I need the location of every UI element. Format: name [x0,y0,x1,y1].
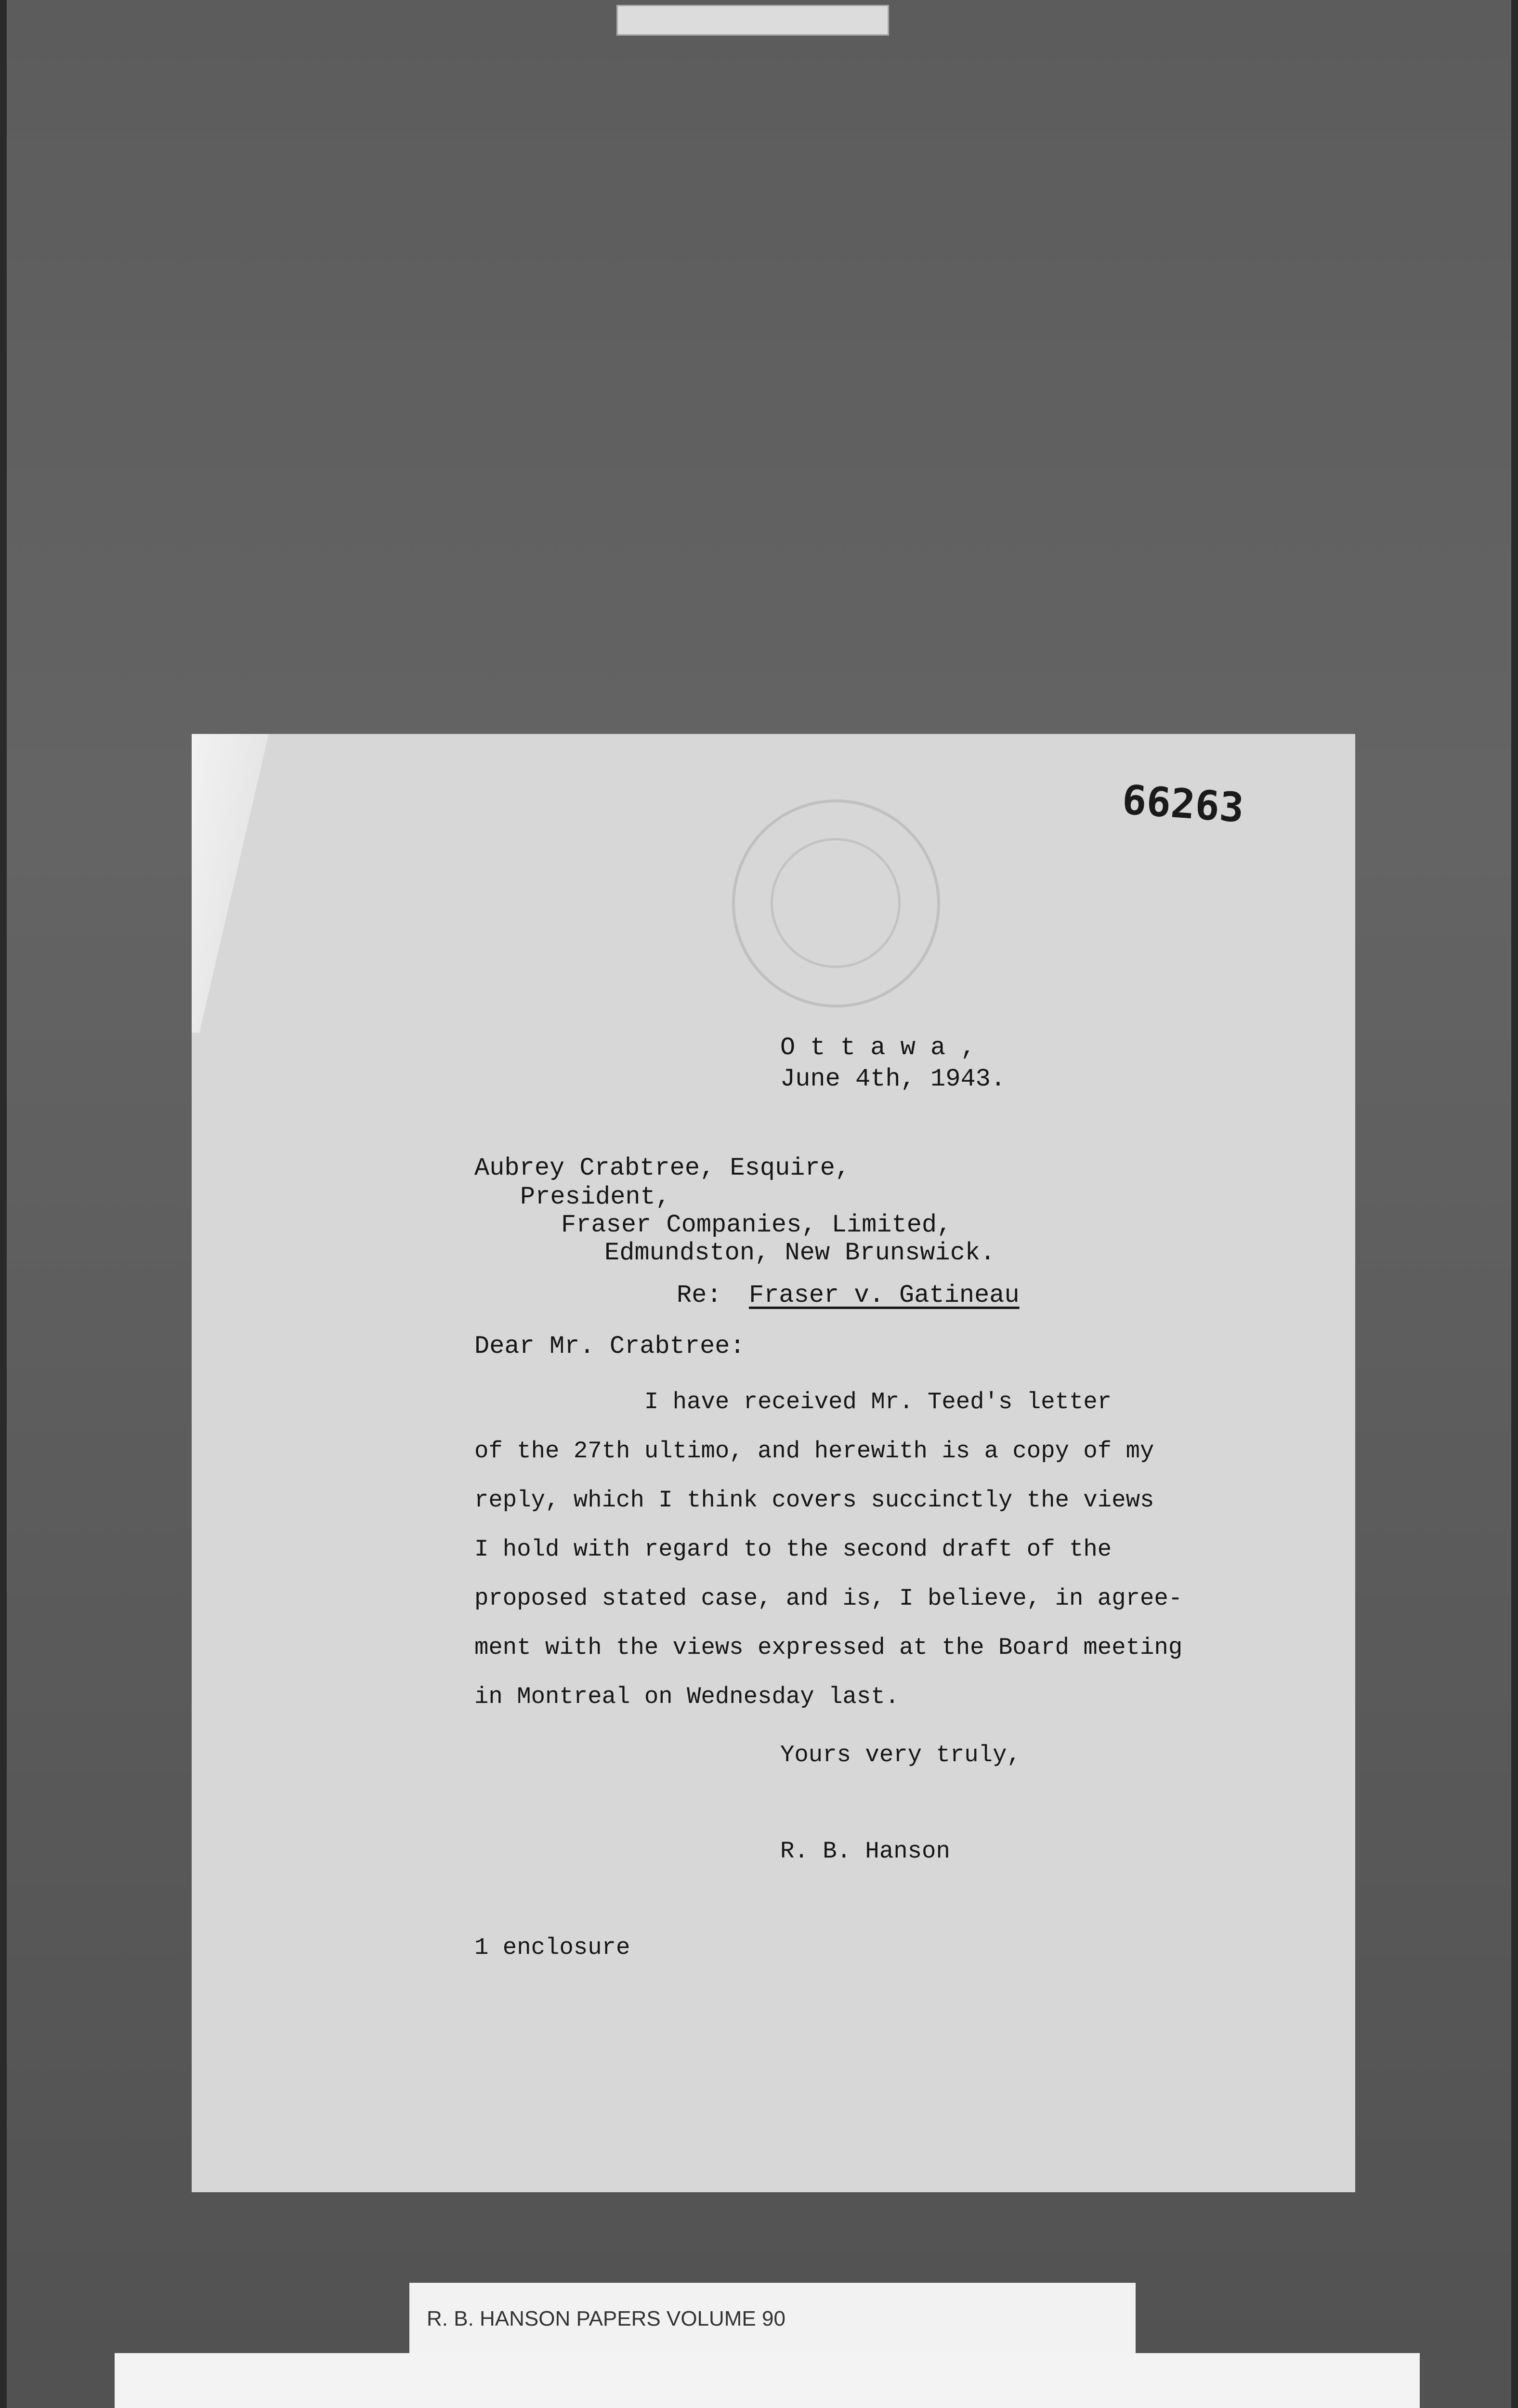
salutation: Dear Mr. Crabtree: [474,1332,745,1361]
signature: R. B. Hanson [780,1838,950,1865]
reference-label [409,2283,1136,2355]
re-subject: Fraser v. Gatineau [749,1281,1020,1309]
letter-place: O t t a w a , [780,1034,976,1062]
top-tab [616,5,889,36]
closing: Yours very truly, [780,1741,1021,1768]
body-line: proposed stated case, and is, I believe, in agree- [474,1585,1183,1612]
enclosure-note: 1 enclosure [474,1934,630,1961]
film-edge-right [1511,0,1518,2408]
body-line: of the 27th ultimo, and herewith is a copy of my [474,1438,1154,1465]
file-number-stamp: 66263 [1120,776,1245,832]
letter-date: June 4th, 1943. [780,1065,1006,1093]
body-line: I have received Mr. Teed's letter [474,1388,1112,1415]
recipient-location: Edmundston, New Brunswick. [604,1239,995,1267]
recipient-title: President, [520,1183,671,1211]
archive-card [115,2353,1420,2408]
re-label: Re: [677,1281,722,1309]
recipient-company: Fraser Companies, Limited, [561,1211,952,1239]
recipient-name: Aubrey Crabtree, Esquire, [474,1154,851,1182]
film-edge-left [0,0,7,2408]
letter-body [474,1377,1206,1721]
body-line: ment with the views expressed at the Board meeting [474,1634,1183,1661]
body-line: in Montreal on Wednesday last. [474,1683,900,1710]
body-line: reply, which I think covers succinctly the views [474,1487,1154,1514]
watermark-seal-inner [771,838,901,968]
body-line: I hold with regard to the second draft of the [474,1536,1112,1563]
reference-label-text: R. B. HANSON PAPERS VOLUME 90 [427,2307,785,2330]
